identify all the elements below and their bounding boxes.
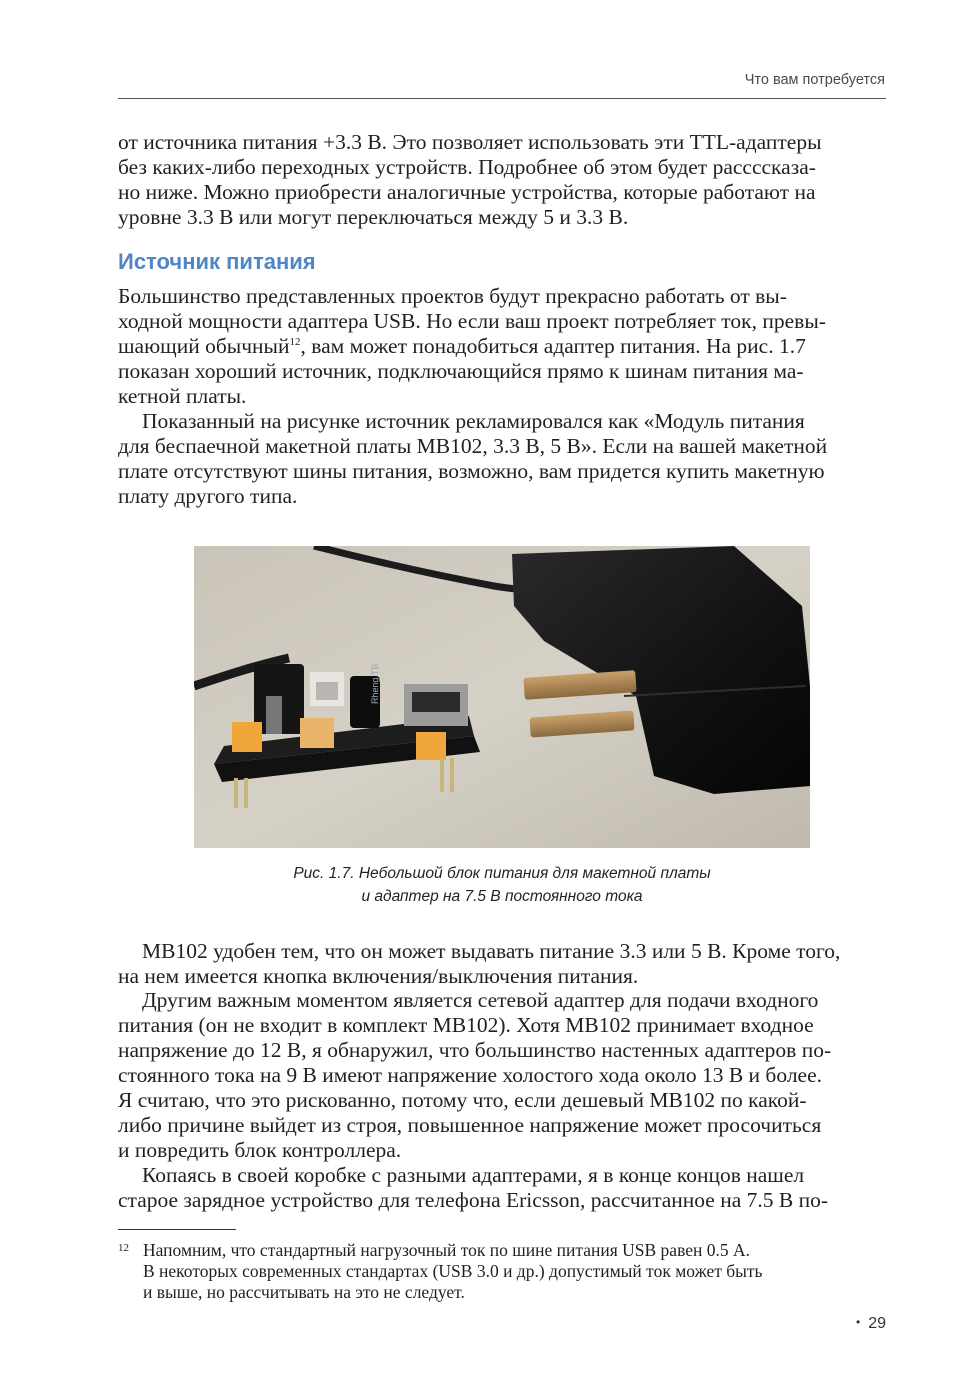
text-line: и повредить блок контроллера.	[118, 1138, 402, 1162]
bullet-icon: •	[856, 1315, 861, 1329]
figure-caption	[118, 862, 886, 908]
text-line: от источника питания +3.3 В. Это позволяет использовать эти TTL-адаптеры	[118, 130, 822, 154]
text-line: Показанный на рисунке источник рекламировался как «Модуль питания	[142, 409, 805, 433]
section-heading: Источник питания	[118, 249, 316, 274]
caption-line: и адаптер на 7.5 В постоянного тока	[361, 888, 643, 905]
footnote-rule	[118, 1229, 236, 1230]
section-paragraph-2	[118, 409, 886, 509]
text-line	[118, 334, 886, 359]
section-paragraph-1	[118, 284, 886, 409]
text-line: старое зарядное устройство для телефона Ericsson, рассчитанное на 7.5 В по-	[118, 1188, 829, 1212]
text-line: питания (он не входит в комплект MB102). Хотя MB102 принимает входное	[118, 1013, 814, 1037]
text-fragment: шающий обычный	[118, 334, 290, 358]
text-line: для беспаечной макетной платы MB102, 3.3 В, 5 В». Если на вашей макетной	[118, 434, 828, 458]
text-line: на нем имеется кнопка включения/выключения питания.	[118, 964, 639, 988]
footnote-text	[143, 1240, 886, 1303]
after-figure-paragraph-2	[118, 988, 886, 1163]
footnote-reference[interactable]: 12	[289, 336, 301, 348]
text-line: ходной мощности адаптера USB. Но если ваш проект потребляет ток, превы-	[118, 309, 826, 333]
text-line: либо причине выйдет из строя, повышенное напряжение может просочиться	[118, 1113, 822, 1137]
running-header: Что вам потребуется	[744, 72, 885, 88]
text-line: MB102 удобен тем, что он может выдавать питание 3.3 или 5 В. Кроме того,	[142, 939, 841, 963]
intro-paragraph	[118, 130, 886, 230]
header-rule	[118, 98, 886, 99]
page-number-value: 29	[868, 1315, 886, 1332]
text-line: напряжение до 12 В, я обнаружил, что большинство настенных адаптеров по-	[118, 1038, 832, 1062]
power-supply-photo	[194, 546, 810, 848]
caption-line: Рис. 1.7. Небольшой блок питания для макетной платы	[293, 865, 711, 882]
after-figure-paragraph-1	[118, 939, 886, 989]
footnote-number: 12	[118, 1242, 129, 1254]
after-figure-paragraph-3	[118, 1163, 886, 1213]
footnote-line: и выше, но рассчитывать на это не следует.	[143, 1282, 465, 1302]
jumper-header	[232, 722, 262, 752]
figure-photo	[194, 546, 810, 848]
text-line: уровне 3.3 В или могут переключаться между 5 и 3.3 В.	[118, 205, 629, 229]
text-line: Копаясь в своей коробке с разными адаптерами, я в конце концов нашел	[142, 1163, 805, 1187]
jumper-header	[300, 718, 334, 748]
text-line: стоянного тока на 9 В имеют напряжение холостого хода около 13 В и более.	[118, 1063, 823, 1087]
text-line: но ниже. Можно приобрести аналогичные устройства, которые работают на	[118, 180, 816, 204]
page-number	[856, 1315, 886, 1333]
text-fragment: , вам может понадобиться адаптер питания. На рис. 1.7	[300, 334, 806, 358]
footnote	[118, 1240, 886, 1303]
footnote-line: Напомним, что стандартный нагрузочный ток по шине питания USB равен 0.5 А.	[143, 1240, 751, 1260]
jumper-header	[416, 732, 446, 760]
footnote-line: В некоторых современных стандартах (USB 3.0 и др.) допустимый ток может быть	[143, 1261, 763, 1281]
text-line: Я считаю, что это рискованно, потому что, если дешевый MB102 по какой-	[118, 1088, 807, 1112]
text-line: Другим важным моментом является сетевой адаптер для подачи входного	[142, 988, 819, 1012]
text-line: плате отсутствуют шины питания, возможно, вам придется купить макетную	[118, 459, 825, 483]
text-line: показан хороший источник, подключающийся прямо к шинам питания ма-	[118, 359, 804, 383]
text-line: без каких-либо переходных устройств. Подробнее об этом будет рассссказа-	[118, 155, 816, 179]
text-line: плату другого типа.	[118, 484, 298, 508]
capacitor-label: Rheng TB	[370, 663, 380, 704]
text-line: Большинство представленных проектов будут прекрасно работать от вы-	[118, 284, 787, 308]
text-line: кетной платы.	[118, 384, 247, 408]
